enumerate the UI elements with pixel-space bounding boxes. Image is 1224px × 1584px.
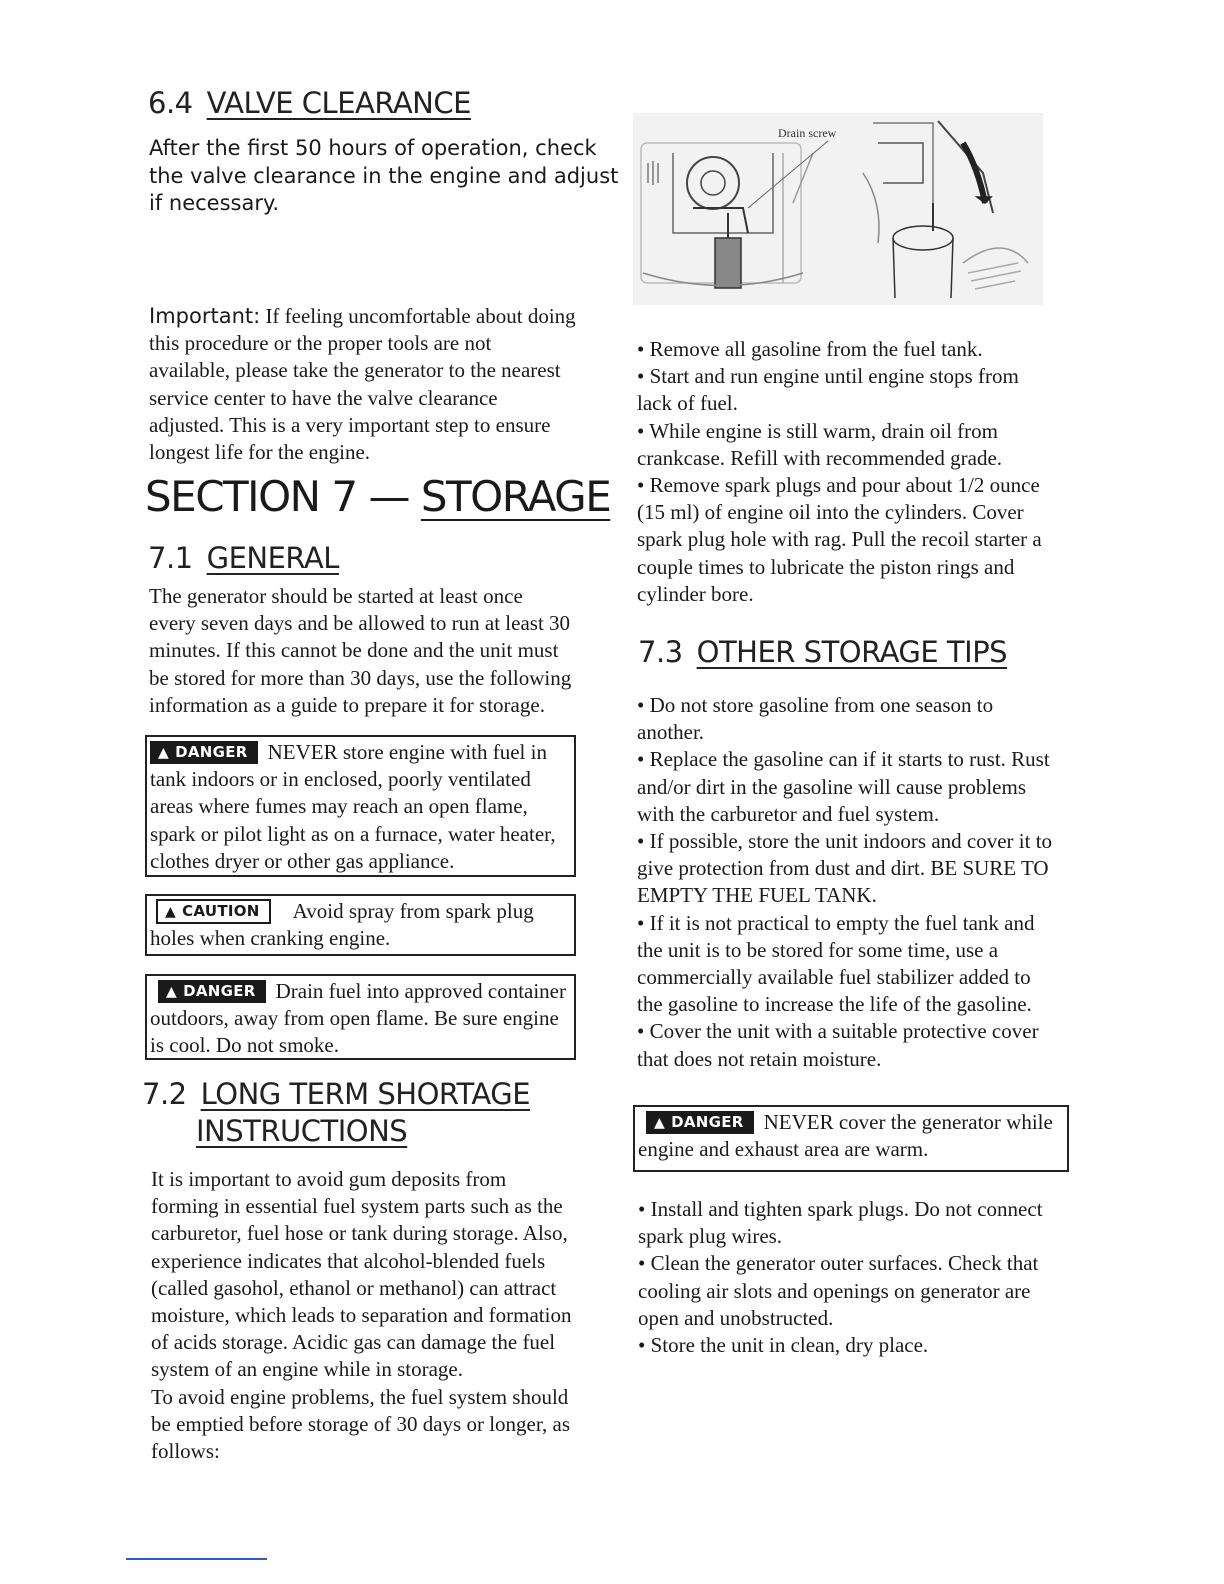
general-paragraph [149,583,571,719]
text-line: couple times to lubricate the piston rings and [637,554,1015,579]
text-line: adjusted. This is a very important step to ensure [149,412,551,437]
text-line: and/or dirt in the gasoline will cause problems [637,774,1026,799]
heading-6-4 [148,86,471,120]
text-line: moisture, which leads to separation and formation [151,1303,572,1328]
danger-badge: ▲ DANGER [150,741,258,764]
text-line: this procedure or the proper tools are not [149,331,492,356]
warning-first-line: Avoid spray from spark plug [292,899,534,923]
text-line: carburetor, fuel hose or tank during storage. Also, [151,1221,568,1246]
text-line: the unit is to be stored for some time, use a [637,937,999,962]
text-line: information as a guide to prepare it for storage. [149,692,545,717]
important-first-line: If feeling uncomfortable about doing [265,304,576,328]
text-line: • If possible, store the unit indoors and cover it to [637,829,1053,854]
heading-number: 7.3 [638,635,683,669]
final-steps-list [638,1196,1043,1359]
footer-rule [126,1558,267,1560]
warning-first-line: NEVER cover the generator while [763,1110,1053,1134]
heading-7-1 [148,541,339,575]
warning-triangle-icon: ▲ [654,1115,666,1131]
text-line: give protection from dust and dirt. BE SURE TO [637,856,1049,881]
text-line: To avoid engine problems, the fuel system should [151,1384,569,1409]
danger-warning-drain-fuel [145,974,576,1060]
danger-badge: ▲ DANGER [646,1111,754,1134]
text-line: cooling air slots and openings on generator are [638,1278,1031,1303]
heading-7-2-line2 [196,1114,407,1148]
text-line: that does not retain moisture. [637,1046,882,1071]
warning-triangle-icon: ▲ [158,745,170,761]
text-line: (15 ml) of engine oil into the cylinders. Cover [637,500,1024,525]
warning-triangle-icon: ▲ [165,904,177,920]
text-line: if necessary. [149,191,280,215]
text-line: longest life for the engine. [149,440,371,465]
text-line: follows: [151,1439,220,1464]
warning-first-line: Drain fuel into approved container [275,979,566,1003]
warning-triangle-icon: ▲ [166,984,178,1000]
text-line: It is important to avoid gum deposits from [151,1167,507,1191]
text-line: spark plug hole with rag. Pull the recoil starter a [637,527,1042,552]
heading-title: VALVE CLEARANCE [206,86,471,120]
heading-title-line1: LONG TERM SHORTAGE [200,1077,531,1111]
text-line: The generator should be started at least once [149,584,523,608]
figure-label: Drain screw [778,126,837,140]
text-line: be stored for more than 30 days, use the following [149,665,572,690]
text-line: • Clean the generator outer surfaces. Check that [638,1251,1039,1276]
danger-warning-fuel-indoors [145,735,576,877]
text-line: of acids storage. Acidic gas can damage the fuel [151,1330,556,1355]
text-line: holes when cranking engine. [150,926,391,951]
danger-warning-cover [633,1105,1069,1172]
heading-number: 6.4 [148,86,193,120]
text-line: every seven days and be allowed to run at least 30 [149,611,571,636]
text-line: • Start and run engine until engine stops from [637,364,1019,389]
danger-badge: ▲ DANGER [158,980,266,1003]
text-line: • Install and tighten spark plugs. Do not connect [638,1197,1043,1221]
text-line: the gasoline to increase the life of the gasoline. [637,992,1032,1017]
text-line: spark plug wires. [638,1224,783,1249]
important-label: Important: [149,304,261,328]
text-line: be emptied before storage of 30 days or longer, as [151,1411,571,1436]
text-line: open and unobstructed. [638,1305,834,1330]
heading-7-2 [142,1077,530,1111]
heading-7-3 [638,635,1007,669]
text-line: crankcase. Refill with recommended grade. [637,445,1003,470]
heading-number: 7.1 [148,541,193,575]
drain-screw-figure [633,113,1043,305]
heading-title: GENERAL [206,541,339,575]
section-7-title [145,472,610,521]
text-line: • While engine is still warm, drain oil from [637,418,998,443]
heading-number: 7.2 [142,1077,187,1111]
generator-drain-illustration [633,113,1043,305]
caution-warning-spray [145,894,576,956]
text-line: commercially available fuel stabilizer added to [637,965,1031,990]
heading-title-line2: INSTRUCTIONS [196,1114,408,1148]
text-line: is cool. Do not smoke. [150,1033,339,1058]
caution-badge: ▲ CAUTION [156,899,271,924]
text-line: minutes. If this cannot be done and the unit must [149,638,559,663]
text-line: • Remove all gasoline from the fuel tank. [637,337,983,361]
storage-tips-list [637,692,1052,1073]
text-line: available, please take the generator to the nearest [149,358,561,383]
text-line: After the first 50 hours of operation, check [149,136,597,160]
text-line: • If it is not practical to empty the fuel tank and [637,910,1035,935]
text-line: lack of fuel. [637,391,738,416]
text-line: • Replace the gasoline can if it starts to rust. Rust [637,747,1050,772]
warning-first-line: NEVER store engine with fuel in [267,740,547,764]
text-line: system of an engine while in storage. [151,1357,464,1382]
text-line: forming in essential fuel system parts such as the [151,1194,563,1219]
text-line: outdoors, away from open flame. Be sure engine [150,1006,559,1031]
long-term-paragraph [151,1166,571,1465]
text-line: service center to have the valve clearance [149,385,498,410]
valve-paragraph [149,135,618,218]
text-line: (called gasohol, ethanol or methanol) can attract [151,1275,557,1300]
heading-title: OTHER STORAGE TIPS [696,635,1008,669]
text-line: areas where fumes may reach an open flame, [150,794,528,819]
text-line: clothes dryer or other gas appliance. [150,848,455,873]
text-line: cylinder bore. [637,581,754,606]
text-line: • Do not store gasoline from one season to [637,693,994,717]
text-line: • Store the unit in clean, dry place. [638,1333,929,1358]
text-line: • Remove spark plugs and pour about 1/2 ounce [637,473,1040,498]
text-line: another. [637,720,705,745]
section-prefix: SECTION 7 — [145,472,421,521]
text-line: engine and exhaust area are warm. [638,1137,929,1162]
text-line: • Cover the unit with a suitable protective cover [637,1019,1039,1044]
section-name: STORAGE [420,472,611,521]
text-line: experience indicates that alcohol-blended fuels [151,1248,546,1273]
text-line: EMPTY THE FUEL TANK. [637,883,877,908]
important-note [149,303,576,466]
text-line: with the carburetor and fuel system. [637,801,940,826]
storage-steps-list [637,336,1042,608]
text-line: tank indoors or in enclosed, poorly ventilated [150,767,531,792]
text-line: the valve clearance in the engine and adjust [149,163,619,188]
text-line: spark or pilot light as on a furnace, water heater, [150,821,556,846]
